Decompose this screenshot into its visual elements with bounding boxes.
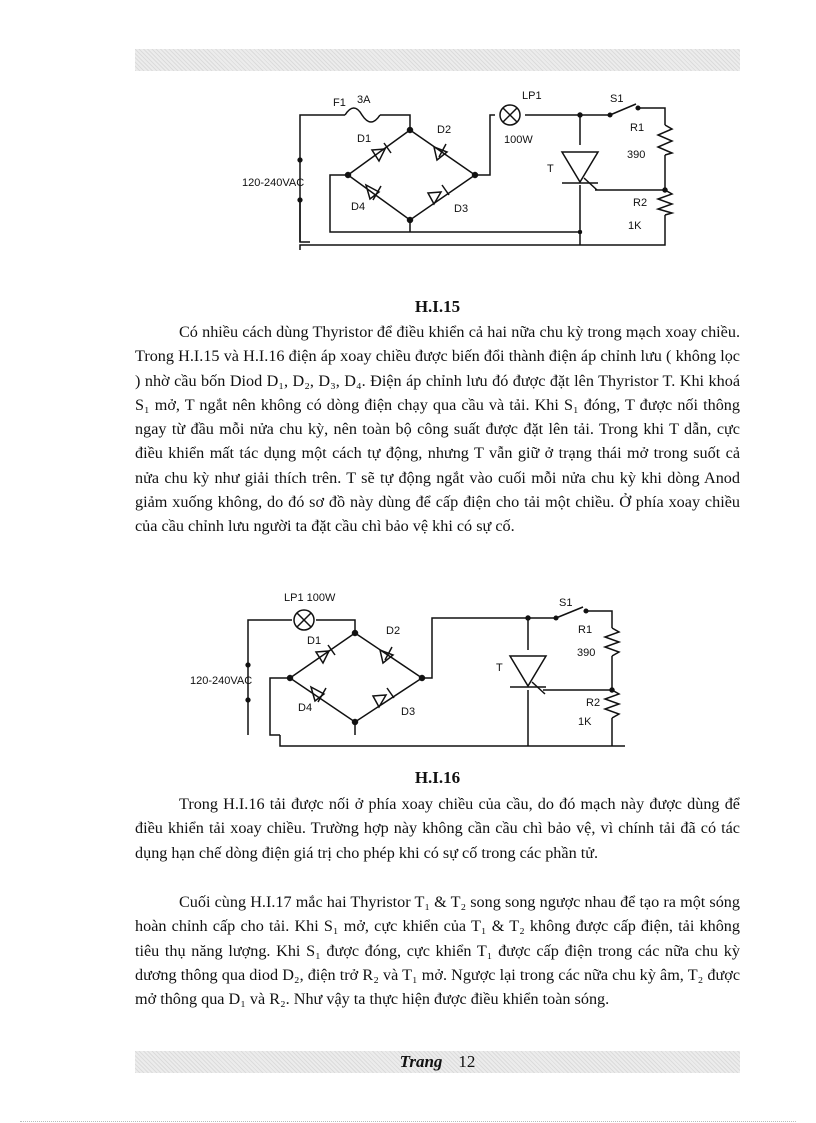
footer-band xyxy=(135,1051,740,1073)
thyristor-symbol xyxy=(510,656,546,694)
paragraph-3-text: Cuối cùng H.I.17 mắc hai Thyristor T₁ & T₂ song song ngược nhau để tạo ra một sóng hoàn chỉnh cấp cho tải. Khi S₁ mở, cực khiển của T₁ & T₂ không được cấp điện, tải không tiêu thụ năng lượng. Khi S₁ được đóng, cực khiển T₁ được cấp điện trong các nữa chu kỳ dương thông qua diod D₂, điện trở R₂ và T₁ mở. Ngược lại trong các nữa chu kỳ âm, T₂ được mở thông qua D₁ và R₂. Như vậy ta thực hiện được điều khiển toàn sóng. xyxy=(135,893,740,1009)
wires xyxy=(248,611,625,746)
r2-label: R2 xyxy=(633,197,648,209)
lamp-symbol xyxy=(294,610,314,630)
lamp-label: LP1 100W xyxy=(284,592,336,604)
switch-label: S1 xyxy=(559,597,573,609)
switch-label: S1 xyxy=(610,93,624,105)
thyristor-label: T xyxy=(547,163,554,175)
page-edge-divider xyxy=(20,1121,796,1122)
thyristor-symbol xyxy=(562,152,598,190)
circuit-diagram-fig16 xyxy=(0,590,816,756)
fuse-label: F1 xyxy=(333,97,346,109)
fuse-rating-label: 3A xyxy=(357,94,371,106)
source-label: 120-240VAC xyxy=(190,675,253,687)
r2-value-label: 1K xyxy=(628,220,642,232)
d3-label: D3 xyxy=(454,203,469,215)
header-band xyxy=(135,49,740,71)
paragraph-2-text: Trong H.I.16 tải được nối ở phía xoay chiều của cầu, do đó mạch này được dùng để điều khiển tải xoay chiều. Trường hợp này không cần cầu chì bảo vệ, vì chính tải đã có tác dụng hạn chế dòng điện giá trị cho phép khi có sự cố trong các phần tử. xyxy=(135,795,740,862)
resistor-r1 xyxy=(605,628,619,656)
d1-label: D1 xyxy=(307,635,322,647)
figure-caption-15: H.I.15 xyxy=(414,297,461,316)
d2-label: D2 xyxy=(437,124,452,136)
r1-label: R1 xyxy=(578,624,593,636)
wires xyxy=(300,108,665,250)
fuse-symbol xyxy=(345,108,380,122)
r1-value-label: 390 xyxy=(627,149,646,161)
lamp-label: LP1 xyxy=(522,90,542,102)
resistor-r2 xyxy=(605,690,619,718)
diode-d4 xyxy=(311,687,326,702)
footer-page-label: Trang xyxy=(399,1052,443,1071)
figure-caption-16: H.I.16 xyxy=(414,768,461,787)
d3-label: D3 xyxy=(401,706,416,718)
resistor-r1 xyxy=(658,125,672,155)
paragraph-3 xyxy=(135,890,740,1011)
source-label: 120-240VAC xyxy=(242,177,305,189)
d4-label: D4 xyxy=(298,702,313,714)
resistor-r2 xyxy=(658,190,672,215)
paragraph-1 xyxy=(135,320,740,539)
r1-value-label: 390 xyxy=(577,647,596,659)
paragraph-1-text: Có nhiều cách dùng Thyristor để điều khiển cả hai nữa chu kỳ trong mạch xoay chiều. Trong H.I.15 và H.I.16 điện áp xoay chiều được biến đổi thành điện áp chỉnh lưu ( không lọc ) nhờ cầu bốn Diod D₁, D₂, D₃, D₄. Điện áp chỉnh lưu đó được đặt lên Thyristor T. Khi khoá S₁ mở, T ngắt nên không có dòng điện chạy qua cầu và tải. Khi S₁ đóng, T được nối thông ngay từ đầu mỗi nửa chu kỳ, nên toàn bộ công suất được đặt lên tải. Trong khi T dẫn, cực điều khiển mất tác dụng một cách tự động, nhưng T vẫn giữ ở trạng thái mở trong suốt cả nửa chu kỳ như giải thích trên. T sẽ tự động ngắt vào cuối mỗi nửa chu kỳ khi dòng Anod giảm xuống không, do đó sơ đồ này dùng để cấp điện cho tải một chiều. Ở phía xoay chiều của cầu chỉnh lưu người ta đặt cầu chì bảo vệ khi có sự cố. xyxy=(135,323,740,536)
r2-label: R2 xyxy=(586,697,601,709)
d2-label: D2 xyxy=(386,625,401,637)
circuit-diagram-fig15 xyxy=(0,88,816,260)
thyristor-label: T xyxy=(496,662,503,674)
paragraph-2 xyxy=(135,792,740,865)
r1-label: R1 xyxy=(630,122,645,134)
d4-label: D4 xyxy=(351,201,366,213)
switch-symbol xyxy=(608,104,640,117)
lamp-symbol xyxy=(500,105,520,125)
d1-label: D1 xyxy=(357,133,372,145)
lamp-power-label: 100W xyxy=(504,134,533,146)
r2-value-label: 1K xyxy=(578,716,592,728)
footer-page-number: 12 xyxy=(458,1052,476,1071)
